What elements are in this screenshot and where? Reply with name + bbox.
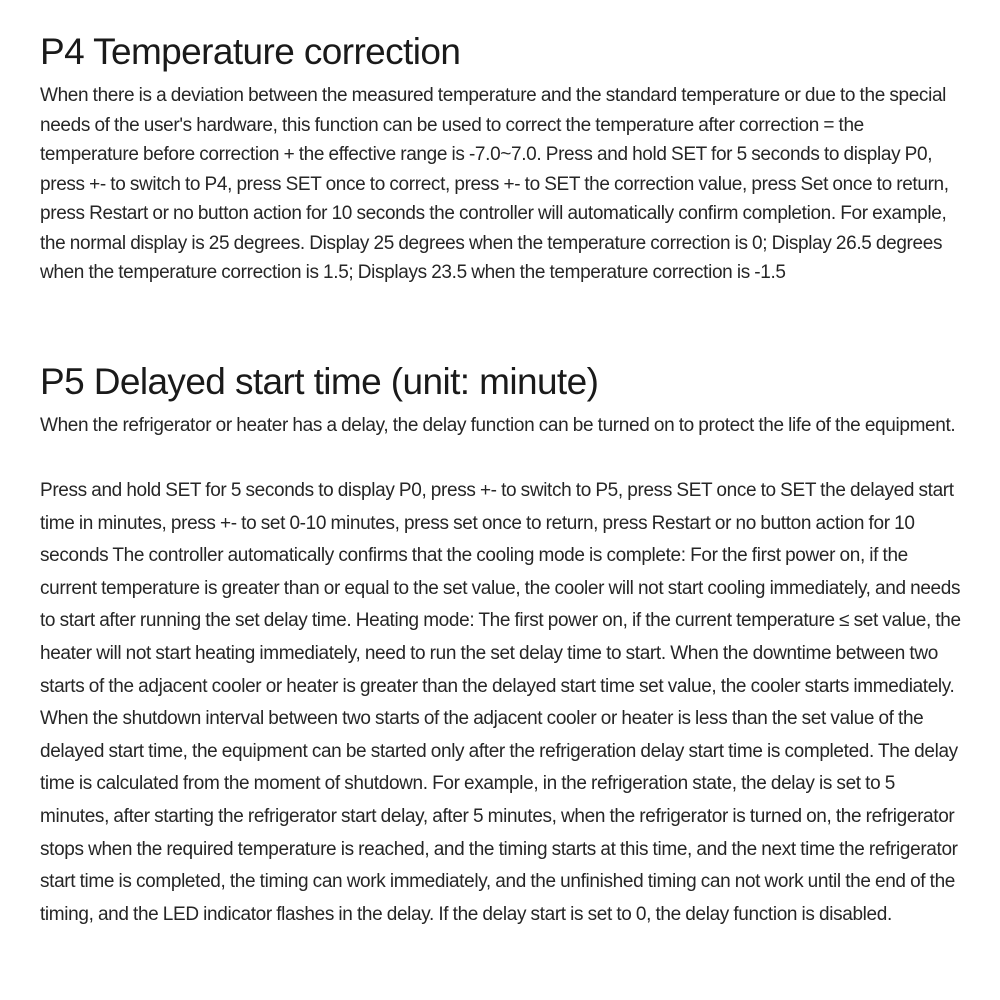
p4-section-title: P4 Temperature correction bbox=[40, 31, 461, 72]
p5-instructions-paragraph: Press and hold SET for 5 seconds to display P0, press +- to switch to P5, press SET once to SET the delayed start time in minutes, press +- to set 0-10 minutes, press set once to return, press Restart or no button action for 10 seconds The controller automatically confirms that the cooling mode is complete: For the first power on, if the current temperature is greater than or equal to the set value, the cooler will not start cooling immediately, and needs to start after running the set delay time. Heating mode: The first power on, if the current temperature ≤ set value, the heater will not start heating immediately, need to run the set delay time to start. When the downtime between two starts of the adjacent cooler or heater is greater than the delayed start time set value, the cooler starts immediately. When the shutdown interval between two starts of the adjacent cooler or heater is less than the set value of the delayed start time, the equipment can be started only after the refrigeration delay start time is completed. The delay time is calculated from the moment of shutdown. For example, in the refrigeration state, the delay is set to 5 minutes, after starting the refrigerator start delay, after 5 minutes, when the refrigerator is turned on, the refrigerator stops when the required temperature is reached, and the timing starts at this time, and the next time the refrigerator start time is completed, the timing can work immediately, and the unfinished timing can not work until the end of the timing, and the LED indicator flashes in the delay. If the delay start is set to 0, the delay function is disabled. bbox=[40, 480, 961, 925]
p4-description-paragraph: When there is a deviation between the measured temperature and the standard temperature or due to the special needs of the user's hardware, this function can be used to correct the temperature after correction = the temperature before correction + the effective range is -7.0~7.0. Press and hold SET for 5 seconds to display P0, press +- to switch to P4, press SET once to correct, press +- to SET the correction value, press Set once to return, press Restart or no button action for 10 seconds the controller will automatically confirm completion. For example, the normal display is 25 degrees. Display 25 degrees when the temperature correction is 0; Display 26.5 degrees when the temperature correction is 1.5; Displays 23.5 when the temperature correction is -1.5 bbox=[40, 85, 949, 283]
p5-intro-paragraph: When the refrigerator or heater has a delay, the delay function can be turned on to protect the life of the equipment. bbox=[40, 415, 956, 436]
p5-section-title: P5 Delayed start time (unit: minute) bbox=[40, 361, 599, 402]
